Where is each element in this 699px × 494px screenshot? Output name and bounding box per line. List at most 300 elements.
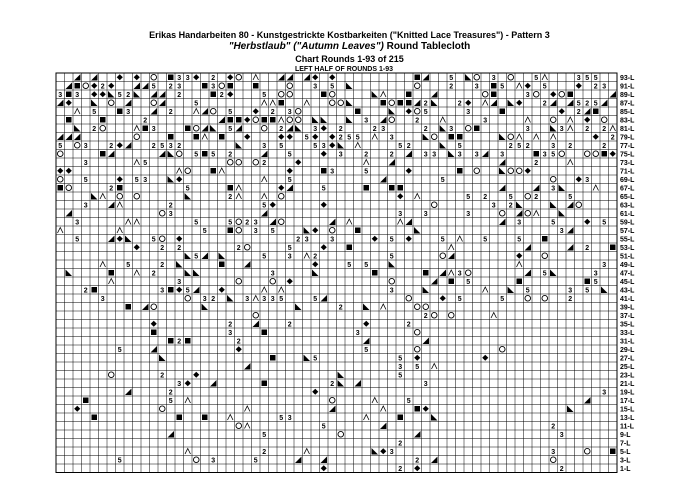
number-symbol: 5 — [330, 83, 335, 91]
square-symbol — [364, 185, 370, 191]
row-label: 65-L — [620, 194, 635, 201]
number-symbol: 2 — [262, 449, 267, 457]
square-symbol — [100, 151, 106, 157]
square-symbol — [219, 134, 225, 140]
number-symbol: 2 — [168, 83, 173, 91]
square-symbol — [398, 415, 404, 421]
number-symbol: 5 — [75, 236, 80, 244]
number-symbol: 3 — [75, 92, 80, 100]
square-symbol — [457, 134, 463, 140]
number-symbol: 2 — [338, 126, 343, 134]
number-symbol: 2 — [228, 194, 233, 202]
square-symbol — [347, 245, 353, 251]
number-symbol: 2 — [593, 83, 598, 91]
square-symbol — [449, 279, 455, 285]
number-symbol: 2 — [177, 245, 182, 253]
number-symbol: 5 — [194, 253, 199, 261]
number-symbol: 3 — [330, 236, 335, 244]
square-symbol — [168, 287, 174, 293]
row-label: 41-L — [620, 296, 635, 303]
square-symbol — [75, 83, 81, 89]
number-symbol: 2 — [177, 143, 182, 151]
row-label: 43-L — [620, 287, 635, 295]
number-symbol: 2 — [559, 466, 564, 474]
number-symbol: 5 — [211, 151, 216, 159]
number-symbol: 5 — [517, 236, 522, 244]
square-symbol — [117, 109, 123, 115]
row-label: 47-L — [620, 270, 635, 278]
square-symbol — [66, 117, 72, 123]
number-symbol: 5 — [92, 109, 97, 117]
number-symbol: 3 — [202, 296, 207, 304]
square-symbol — [211, 92, 217, 98]
number-symbol: 3 — [585, 177, 590, 185]
number-symbol: 2 — [287, 321, 292, 329]
square-symbol — [398, 185, 404, 191]
square-symbol — [143, 126, 149, 132]
number-symbol: 2 — [83, 287, 88, 295]
number-symbol: 2 — [389, 151, 394, 159]
row-label: 3-L — [620, 457, 631, 465]
square-symbol — [381, 100, 387, 106]
row-label: 77-L — [620, 143, 635, 150]
number-symbol: 3 — [466, 211, 471, 219]
number-symbol: 5 — [151, 83, 156, 91]
number-symbol: 3 — [177, 83, 182, 91]
square-symbol — [610, 449, 616, 455]
square-symbol — [194, 134, 200, 140]
number-symbol: 5 — [262, 202, 267, 210]
number-symbol: 3 — [542, 151, 547, 159]
number-symbol: 2 — [168, 202, 173, 210]
square-symbol — [423, 270, 429, 276]
number-symbol: 5 — [406, 398, 411, 406]
square-symbol — [211, 168, 217, 174]
number-symbol: 2 — [423, 100, 428, 108]
square-symbol — [126, 304, 132, 310]
row-label: 93-L — [620, 75, 635, 82]
row-label: 57-L — [620, 228, 635, 235]
number-symbol: 3 — [313, 126, 318, 134]
number-symbol: 5 — [279, 296, 284, 304]
number-symbol: 3 — [423, 151, 428, 159]
number-symbol: 3 — [126, 109, 131, 117]
number-symbol: 3 — [75, 219, 80, 227]
number-symbol: 3 — [381, 126, 386, 134]
number-symbol: 5 — [287, 245, 292, 253]
number-symbol: 5 — [287, 177, 292, 185]
number-symbol: 5 — [313, 296, 318, 304]
number-symbol: 5 — [398, 143, 403, 151]
number-symbol: 3 — [287, 253, 292, 261]
square-symbol — [474, 126, 480, 132]
row-label: 55-L — [620, 236, 635, 244]
row-label: 37-L — [620, 313, 635, 320]
number-symbol: 2 — [585, 245, 590, 253]
number-symbol: 5 — [534, 75, 539, 83]
number-symbol: 5 — [262, 253, 267, 261]
row-label: 17-L — [620, 398, 635, 405]
number-symbol: 5 — [126, 262, 131, 270]
number-symbol: 2 — [568, 143, 573, 151]
number-symbol: 5 — [160, 143, 165, 151]
row-label: 89-L — [620, 92, 635, 99]
number-symbol: 5 — [364, 347, 369, 355]
number-symbol: 3 — [602, 262, 607, 270]
number-symbol: 5 — [228, 109, 233, 117]
square-symbol — [398, 100, 404, 106]
number-symbol: 5 — [423, 109, 428, 117]
number-symbol: 3 — [228, 330, 233, 338]
row-label: 27-L — [620, 355, 635, 363]
number-symbol: 2 — [228, 321, 233, 329]
number-symbol: 5 — [466, 279, 471, 287]
number-symbol: 3 — [559, 432, 564, 440]
square-symbol — [228, 117, 234, 123]
square-symbol — [542, 236, 548, 242]
number-symbol: 5 — [83, 177, 88, 185]
number-symbol: 2 — [151, 270, 156, 278]
number-symbol: 5 — [389, 253, 394, 261]
row-labels — [620, 75, 635, 473]
number-symbol: 3 — [389, 134, 394, 142]
row-label: 81-L — [620, 126, 635, 133]
row-label: 75-L — [620, 151, 635, 159]
chart-caption: LEFT HALF OF ROUNDS 1-93 — [294, 66, 394, 73]
number-symbol: 5 — [321, 423, 326, 431]
number-symbol: 2 — [576, 109, 581, 117]
number-symbol: 3 — [602, 83, 607, 91]
number-symbol: 3 — [517, 219, 522, 227]
number-symbol: 3 — [423, 381, 428, 389]
number-symbol: 2 — [262, 160, 267, 168]
number-symbol: 3 — [398, 364, 403, 372]
number-symbol: 2 — [236, 245, 241, 253]
square-symbol — [228, 228, 234, 234]
number-symbol: 5 — [364, 168, 369, 176]
number-symbol: 5 — [143, 160, 148, 168]
number-symbol: 5 — [270, 228, 275, 236]
number-symbol: 5 — [508, 194, 513, 202]
square-symbol — [279, 100, 285, 106]
row-label: 15-L — [620, 406, 635, 414]
number-symbol: 2 — [406, 321, 411, 329]
number-symbol: 3 — [525, 92, 530, 100]
number-symbol: 3 — [168, 211, 173, 219]
number-symbol: 5 — [525, 287, 530, 295]
row-label: 19-L — [620, 389, 635, 397]
square-symbol — [262, 117, 268, 123]
square-symbol — [202, 151, 208, 157]
number-symbol: 5 — [151, 236, 156, 244]
square-symbol — [355, 109, 361, 115]
row-label: 49-L — [620, 262, 635, 269]
number-symbol: 5 — [194, 219, 199, 227]
number-symbol: 3 — [576, 75, 581, 83]
square-symbol — [202, 83, 208, 89]
number-symbol: 2 — [100, 83, 105, 91]
number-symbol: 2 — [126, 92, 131, 100]
square-symbol — [219, 262, 225, 268]
number-symbol: 2 — [483, 194, 488, 202]
number-symbol: 5 — [347, 262, 352, 270]
square-symbol — [151, 330, 157, 336]
row-label: 25-L — [620, 364, 635, 371]
number-symbol: 3 — [423, 211, 428, 219]
number-symbol: 3 — [457, 151, 462, 159]
number-symbol: 5 — [117, 92, 122, 100]
number-symbol: 5 — [398, 372, 403, 380]
number-symbol: 3 — [559, 126, 564, 134]
number-symbol: 3 — [100, 296, 105, 304]
row-label: 87-L — [620, 100, 635, 108]
number-symbol: 5 — [364, 262, 369, 270]
number-symbol: 3 — [160, 287, 165, 295]
number-symbol: 3 — [457, 270, 462, 278]
square-symbol — [228, 83, 234, 89]
number-symbol: 3 — [474, 83, 479, 91]
number-symbol: 3 — [551, 143, 556, 151]
row-label: 11-L — [620, 423, 635, 431]
number-symbol: 3 — [525, 126, 530, 134]
number-symbol: 3 — [83, 202, 88, 210]
square-symbol — [270, 117, 276, 123]
number-symbol: 3 — [253, 228, 258, 236]
number-symbol: 2 — [398, 466, 403, 474]
row-label: 39-L — [620, 304, 635, 312]
number-symbol: 5 — [185, 185, 190, 193]
row-label: 31-L — [620, 338, 635, 346]
number-symbol: 2 — [398, 440, 403, 448]
chart-rounds-range: Chart Rounds 1-93 of 215 — [295, 54, 404, 64]
number-symbol: 5 — [202, 228, 207, 236]
number-symbol: 2 — [568, 296, 573, 304]
number-symbol: 3 — [151, 126, 156, 134]
number-symbol: 3 — [287, 415, 292, 423]
number-symbol: 5 — [466, 194, 471, 202]
number-symbol: 5 — [168, 398, 173, 406]
number-symbol: 2 — [228, 151, 233, 159]
number-symbol: 5 — [593, 75, 598, 83]
number-symbol: 2 — [551, 423, 556, 431]
number-symbol: 3 — [500, 151, 505, 159]
square-symbol — [593, 109, 599, 115]
number-symbol: 2 — [245, 219, 250, 227]
row-label: 45-L — [620, 279, 635, 286]
number-symbol: 2 — [602, 126, 607, 134]
number-symbol: 5 — [542, 270, 547, 278]
square-symbol — [321, 168, 327, 174]
number-symbol: 2 — [236, 338, 241, 346]
number-symbol: 3 — [398, 211, 403, 219]
square-symbol — [228, 185, 234, 191]
number-symbol: 2 — [160, 245, 165, 253]
square-symbol — [491, 83, 497, 89]
row-label: 69-L — [620, 177, 635, 184]
number-symbol: 2 — [109, 185, 114, 193]
number-symbol: 5 — [58, 143, 63, 151]
number-symbol: 2 — [177, 338, 182, 346]
number-symbol: 3 — [389, 287, 394, 295]
row-label: 67-L — [620, 185, 635, 193]
square-symbol — [168, 75, 174, 81]
number-symbol: 5 — [355, 134, 360, 142]
square-symbol — [262, 330, 268, 336]
number-symbol: 5 — [313, 355, 318, 363]
number-symbol: 5 — [253, 457, 258, 465]
square-symbol — [415, 406, 421, 412]
number-symbol: 2 — [423, 126, 428, 134]
number-symbol: 3 — [364, 117, 369, 125]
row-label: 73-L — [620, 160, 635, 167]
number-symbol: 3 — [270, 270, 275, 278]
number-symbol: 5 — [194, 100, 199, 108]
number-symbol: 3 — [177, 381, 182, 389]
number-symbol: 5 — [134, 177, 139, 185]
square-symbol — [355, 228, 361, 234]
number-symbol: 2 — [296, 236, 301, 244]
number-symbol: 2 — [177, 92, 182, 100]
number-symbol: 2 — [151, 143, 156, 151]
square-symbol — [415, 75, 421, 81]
number-symbol: 5 — [585, 75, 590, 83]
number-symbol: 3 — [168, 143, 173, 151]
square-symbol — [457, 168, 463, 174]
number-symbol: 3 — [338, 151, 343, 159]
chart-grid — [56, 73, 617, 473]
row-label: 79-L — [620, 134, 635, 142]
number-symbol: 3 — [262, 143, 267, 151]
square-symbol — [449, 134, 455, 140]
row-label: 91-L — [620, 83, 635, 91]
square-symbol — [185, 126, 191, 132]
number-symbol: 3 — [83, 160, 88, 168]
row-label: 71-L — [620, 168, 635, 176]
number-symbol: 5 — [551, 219, 556, 227]
square-symbol — [66, 92, 72, 98]
number-symbol: 3 — [270, 296, 275, 304]
number-symbol: 2 — [219, 92, 224, 100]
number-symbol: 5 — [389, 236, 394, 244]
number-symbol: 5 — [279, 143, 284, 151]
number-symbol: 3 — [83, 143, 88, 151]
number-symbol: 5 — [440, 236, 445, 244]
number-symbol: 5 — [542, 83, 547, 91]
number-symbol: 5 — [593, 100, 598, 108]
number-symbol: 3 — [287, 109, 292, 117]
square-symbol — [100, 117, 106, 123]
number-symbol: 2 — [415, 457, 420, 465]
number-symbol: 5 — [304, 134, 309, 142]
square-symbol — [406, 92, 412, 98]
row-label: 51-L — [620, 253, 635, 261]
square-symbol — [270, 355, 276, 361]
row-label: 59-L — [620, 219, 635, 227]
number-symbol: 3 — [491, 75, 496, 83]
number-symbol: 3 — [559, 228, 564, 236]
number-symbol: 3 — [483, 117, 488, 125]
square-symbol — [109, 270, 115, 276]
number-symbol: 5 — [568, 194, 573, 202]
row-label: 21-L — [620, 381, 635, 388]
row-label: 29-L — [620, 347, 635, 354]
number-symbol: 3 — [551, 449, 556, 457]
square-symbol — [372, 270, 378, 276]
number-symbol: 2 — [92, 126, 97, 134]
row-label: 53-L — [620, 245, 635, 252]
number-symbol: 2 — [168, 109, 173, 117]
number-symbol: 3 — [602, 389, 607, 397]
row-label: 85-L — [620, 109, 635, 116]
row-label: 35-L — [620, 321, 635, 329]
number-symbol: 2 — [423, 313, 428, 321]
pattern-title: Erikas Handarbeiten 80 - Kunstgestrickte Kostbarkeiten ("Knitted Lace Treasures") - Pattern 3 — [149, 30, 550, 40]
row-label: 63-L — [620, 202, 635, 210]
number-symbol: 3 — [177, 279, 182, 287]
number-symbol: 2 — [338, 134, 343, 142]
number-symbol: 5 — [321, 185, 326, 193]
number-symbol: 2 — [585, 126, 590, 134]
square-symbol — [585, 279, 591, 285]
number-symbol: 2 — [610, 134, 615, 142]
number-symbol: 3 — [143, 177, 148, 185]
pattern-name-italic: "Herbstlaub" ("Autumn Leaves") — [228, 41, 384, 52]
row-label: 83-L — [620, 117, 635, 125]
number-symbol: 3 — [389, 449, 394, 457]
number-symbol: 3 — [474, 151, 479, 159]
number-symbol: 5 — [117, 347, 122, 355]
number-symbol: 5 — [602, 219, 607, 227]
number-symbol: 2 — [534, 160, 539, 168]
number-symbol: 3 — [304, 236, 309, 244]
number-symbol: 2 — [585, 100, 590, 108]
number-symbol: 5 — [228, 126, 233, 134]
square-symbol — [568, 92, 574, 98]
row-label: 23-L — [620, 372, 635, 380]
number-symbol: 2 — [160, 262, 165, 270]
square-symbol — [321, 92, 327, 98]
number-symbol: 2 — [508, 143, 513, 151]
number-symbol: 3 — [185, 75, 190, 83]
row-label: 61-L — [620, 211, 635, 218]
number-symbol: 3 — [177, 75, 182, 83]
number-symbol: 3 — [253, 219, 258, 227]
number-symbol: 3 — [211, 457, 216, 465]
number-symbol: 3 — [355, 330, 360, 338]
number-symbol: 3 — [551, 185, 556, 193]
number-symbol: 5 — [398, 355, 403, 363]
number-symbol: 3 — [568, 287, 573, 295]
square-symbol — [262, 381, 268, 387]
square-symbol — [83, 398, 89, 404]
square-symbol — [236, 117, 242, 123]
square-symbol — [491, 92, 497, 98]
number-symbol: 3 — [330, 168, 335, 176]
square-symbol — [168, 338, 174, 344]
square-symbol — [602, 151, 608, 157]
square-symbol — [517, 279, 523, 285]
number-symbol: 2 — [542, 100, 547, 108]
number-symbol: 5 — [483, 236, 488, 244]
number-symbol: 5 — [500, 83, 505, 91]
number-symbol: 5 — [457, 296, 462, 304]
number-symbol: 5 — [585, 287, 590, 295]
square-symbol — [185, 338, 191, 344]
row-label: 7-L — [620, 440, 631, 448]
number-symbol: 2 — [364, 151, 369, 159]
number-symbol: 5 — [347, 134, 352, 142]
number-symbol: 3 — [245, 296, 250, 304]
